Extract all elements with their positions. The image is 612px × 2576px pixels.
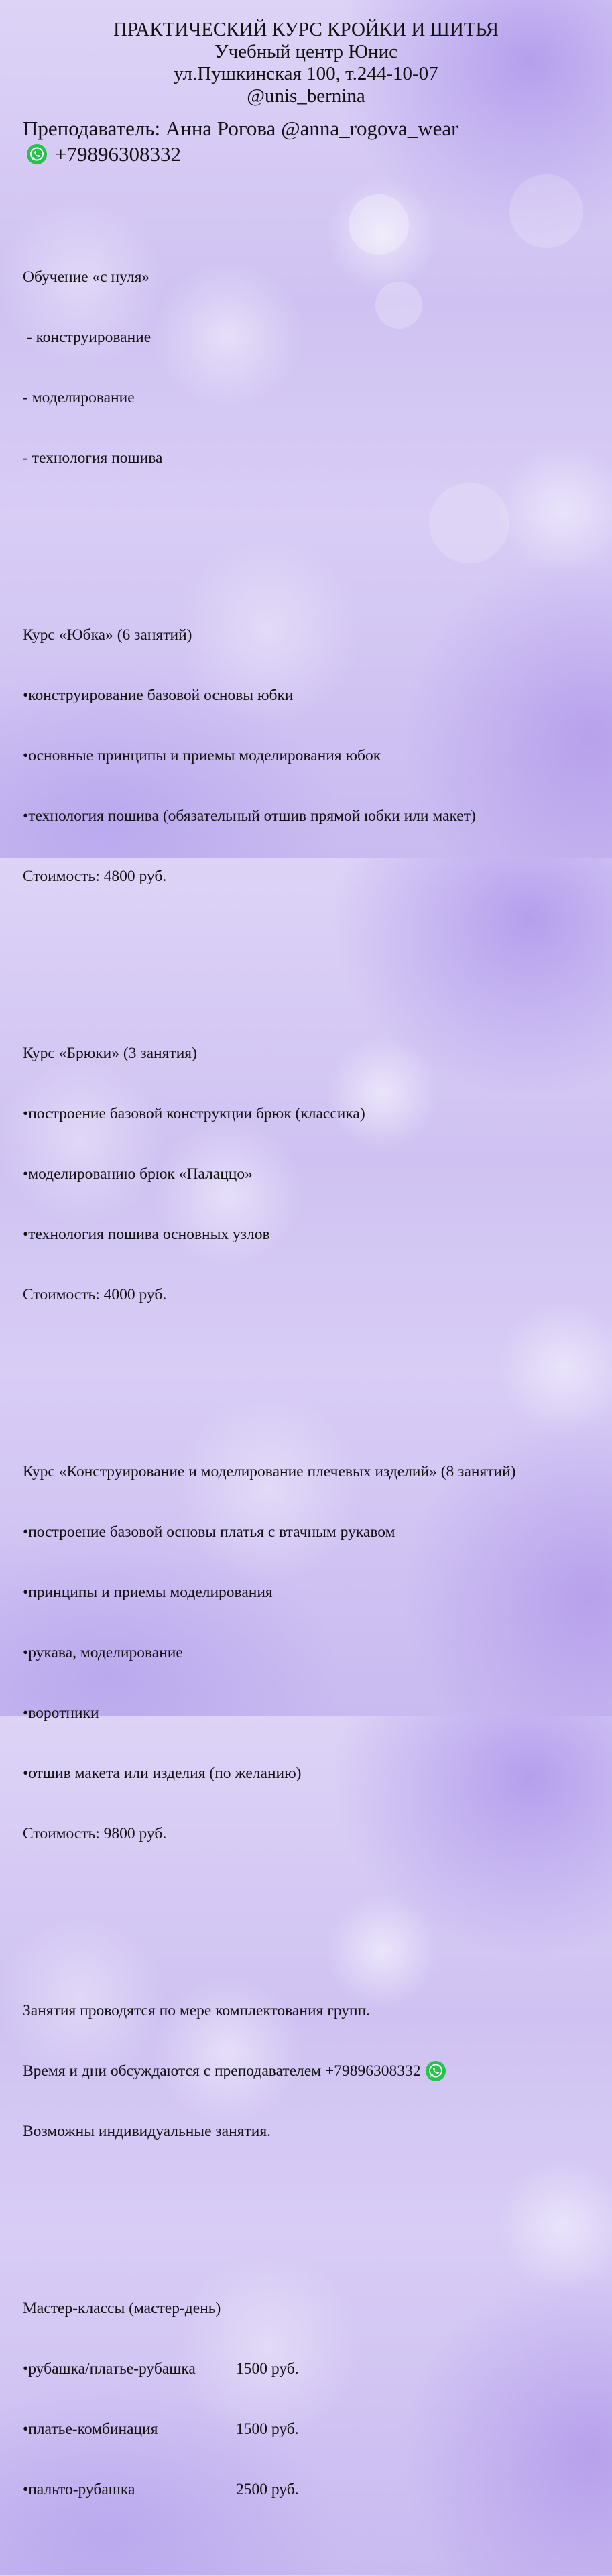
course-item: •основные принципы и приемы моделирования юбок <box>23 747 381 764</box>
masterclass-price: 1500 руб. <box>236 2420 299 2438</box>
course-price: Стоимость: 4800 руб. <box>23 868 167 885</box>
course-item: •моделированию брюк «Палаццо» <box>23 1165 253 1183</box>
course-item: •технология пошива основных узлов <box>23 1226 270 1243</box>
course-skirt <box>23 585 516 927</box>
teacher-phone-row <box>23 141 458 167</box>
intro-title: Обучение «с нуля» <box>23 268 150 286</box>
teacher-line: Преподаватель: Анна Рогова @anna_rogova_wear <box>23 117 458 140</box>
course-title: Курс «Юбка» (6 занятий) <box>23 626 192 644</box>
bokeh-light <box>509 174 583 248</box>
instagram-handle: @unis_bernina <box>247 85 365 107</box>
masterclasses-title: Мастер-классы (мастер-день) <box>23 2300 221 2317</box>
info-line-text: Время и дни обсуждаются с преподавателем +79896308332 <box>23 2062 421 2080</box>
masterclass-name: •рубашка/платье-рубашка <box>23 2360 196 2378</box>
masterclass-item <box>23 2479 516 2500</box>
info-line <box>23 2061 516 2081</box>
intro-item: - конструирование <box>23 329 151 346</box>
course-shoulder <box>23 1421 516 1884</box>
whatsapp-icon <box>27 144 47 164</box>
info-line: Возможны индивидуальные занятия. <box>23 2123 271 2140</box>
course-item: •конструирование базовой основы юбки <box>23 687 294 704</box>
course-title: Курс «Брюки» (3 занятия) <box>23 1045 197 1062</box>
course-item: •воротники <box>23 1704 99 1722</box>
masterclass-name: •пальто-рубашка <box>23 2481 135 2498</box>
course-price: Стоимость: 9800 руб. <box>23 1825 167 1842</box>
masterclass-name: •платье-комбинация <box>23 2420 158 2438</box>
info-section <box>23 1960 516 2182</box>
intro-item: - технология пошива <box>23 449 163 467</box>
course-item: •построение базовой конструкции брюк (классика) <box>23 1105 365 1122</box>
address: ул.Пушкинская 100, т.244-10-07 <box>174 63 438 84</box>
course-item: •отшив макета или изделия (по желанию) <box>23 1765 302 1782</box>
course-item: •построение базовой основы платья с втачным рукавом <box>23 1523 395 1541</box>
masterclass-price: 2500 руб. <box>236 2481 299 2498</box>
masterclasses-section <box>23 2258 516 2540</box>
header <box>0 19 612 107</box>
masterclass-price: 1500 руб. <box>236 2360 299 2378</box>
masterclass-item <box>23 2419 516 2439</box>
info-line: Занятия проводятся по мере комплектования групп. <box>23 2002 371 2019</box>
teacher-phone: +79896308332 <box>55 142 181 166</box>
course-trousers <box>23 1003 516 1345</box>
teacher-block <box>23 116 458 167</box>
center-name: Учебный центр Юнис <box>215 41 397 62</box>
course-item: •технология пошива (обязательный отшив прямой юбки или макет) <box>23 807 476 825</box>
course-item: •принципы и приемы моделирования <box>23 1584 273 1601</box>
course-title: Курс «Конструирование и моделирование плечевых изделий» (8 занятий) <box>23 1463 516 1480</box>
page-title: ПРАКТИЧЕСКИЙ КУРС КРОЙКИ И ШИТЬЯ <box>113 19 499 40</box>
intro-item: - моделирование <box>23 389 135 406</box>
content <box>23 186 516 2576</box>
course-item: •рукава, моделирование <box>23 1644 183 1661</box>
masterclass-item <box>23 2359 516 2379</box>
whatsapp-icon <box>426 2061 446 2081</box>
intro-section <box>23 227 516 508</box>
course-price: Стоимость: 4000 руб. <box>23 1286 167 1303</box>
